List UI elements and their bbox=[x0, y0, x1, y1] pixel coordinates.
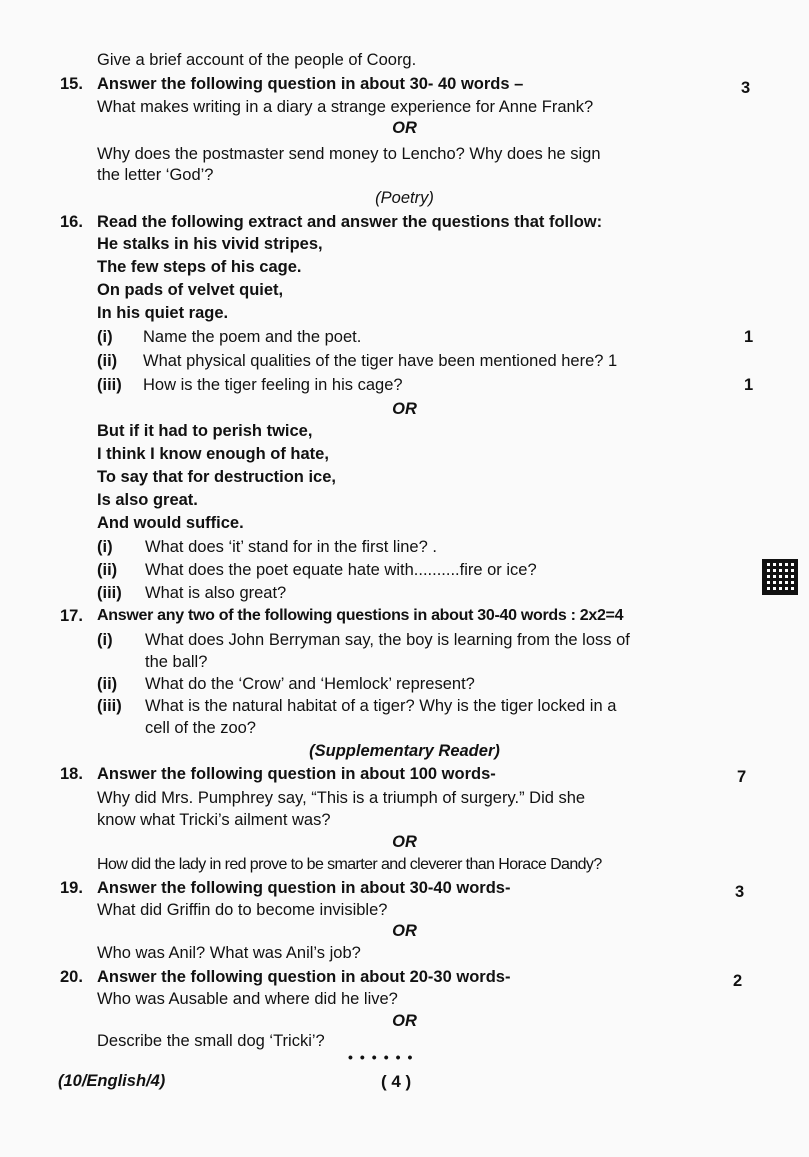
q16-extract1-line-3: On pads of velvet quiet, bbox=[97, 281, 284, 299]
q16-sub2-roman-ii: (ii) bbox=[97, 561, 118, 579]
supplementary-heading: (Supplementary Reader) bbox=[309, 742, 500, 760]
q20-number: 20. bbox=[60, 968, 83, 986]
q16-or: OR bbox=[392, 400, 417, 418]
q15-question-1: What makes writing in a diary a strange experience for Anne Frank? bbox=[97, 98, 594, 116]
q18-question-1a: Why did Mrs. Pumphrey say, “This is a triumph of surgery.” Did she bbox=[97, 789, 586, 807]
q14-tail: Give a brief account of the people of Coorg. bbox=[97, 51, 417, 69]
q16-extract1-line-4: In his quiet rage. bbox=[97, 304, 229, 322]
q16-extract2-line-5: And would suffice. bbox=[97, 514, 244, 532]
q16-sub2-text-i: What does ‘it’ stand for in the first line? . bbox=[145, 538, 437, 556]
q19-number: 19. bbox=[60, 879, 83, 897]
q17-roman-iii: (iii) bbox=[97, 697, 122, 715]
q17-text-i-a: What does John Berryman say, the boy is learning from the loss of bbox=[145, 631, 630, 649]
q19-question-2: Who was Anil? What was Anil’s job? bbox=[97, 944, 361, 962]
q17-roman-ii: (ii) bbox=[97, 675, 118, 693]
q18-marks: 7 bbox=[737, 768, 747, 786]
q16-extract1-line-2: The few steps of his cage. bbox=[97, 258, 302, 276]
q16-sub1-text-ii: What physical qualities of the tiger have been mentioned here? 1 bbox=[143, 352, 618, 370]
q15-marks: 3 bbox=[741, 79, 751, 97]
qr-code-icon bbox=[762, 559, 798, 595]
q15-question-2b: the letter ‘God’? bbox=[97, 166, 214, 184]
q20-question-2: Describe the small dog ‘Tricki’? bbox=[97, 1032, 325, 1050]
q19-or: OR bbox=[392, 922, 417, 940]
q15-or: OR bbox=[392, 119, 417, 137]
q16-extract1-line-1: He stalks in his vivid stripes, bbox=[97, 235, 323, 253]
q18-or: OR bbox=[392, 833, 417, 851]
q16-sub1-roman-ii: (ii) bbox=[97, 352, 118, 370]
q20-marks: 2 bbox=[733, 972, 743, 990]
q16-sub1-roman-iii: (iii) bbox=[97, 376, 122, 394]
q17-text-ii-a: What do the ‘Crow’ and ‘Hemlock’ represent? bbox=[145, 675, 475, 693]
q16-extract2-line-2: I think I know enough of hate, bbox=[97, 445, 329, 463]
q18-question-2: How did the lady in red prove to be smarter and cleverer than Horace Dandy? bbox=[97, 856, 602, 873]
q16-extract2-line-4: Is also great. bbox=[97, 491, 198, 509]
q16-instruction: Read the following extract and answer the questions that follow: bbox=[97, 213, 603, 231]
q18-number: 18. bbox=[60, 765, 83, 783]
q16-sub1-marks-iii: 1 bbox=[744, 376, 754, 394]
q16-sub2-text-ii: What does the poet equate hate with..........fire or ice? bbox=[145, 561, 537, 579]
q16-sub2-roman-i: (i) bbox=[97, 538, 113, 556]
q16-sub2-text-iii: What is also great? bbox=[145, 584, 287, 602]
q16-sub1-text-iii: How is the tiger feeling in his cage? bbox=[143, 376, 403, 394]
q16-extract2-line-3: To say that for destruction ice, bbox=[97, 468, 336, 486]
q19-question-1: What did Griffin do to become invisible? bbox=[97, 901, 388, 919]
q20-instruction: Answer the following question in about 20-30 words- bbox=[97, 968, 511, 986]
q20-or: OR bbox=[392, 1012, 417, 1030]
q17-text-i-b: the ball? bbox=[145, 653, 208, 671]
q17-instruction: Answer any two of the following questions in about 30-40 words : 2x2=4 bbox=[97, 607, 624, 624]
q16-number: 16. bbox=[60, 213, 83, 231]
q15-instruction: Answer the following question in about 30- 40 words – bbox=[97, 75, 524, 93]
q20-question-1: Who was Ausable and where did he live? bbox=[97, 990, 398, 1008]
q17-text-iii-a: What is the natural habitat of a tiger? Why is the tiger locked in a bbox=[145, 697, 617, 715]
q16-sub2-roman-iii: (iii) bbox=[97, 584, 122, 602]
q15-number: 15. bbox=[60, 75, 83, 93]
q18-instruction: Answer the following question in about 100 words- bbox=[97, 765, 496, 783]
end-dots: •••••• bbox=[348, 1049, 420, 1065]
q18-question-1b: know what Tricki’s ailment was? bbox=[97, 811, 331, 829]
q16-sub1-marks-i: 1 bbox=[744, 328, 754, 346]
q17-roman-i: (i) bbox=[97, 631, 113, 649]
footer-page-number: ( 4 ) bbox=[381, 1072, 412, 1091]
footer-paper-code: (10/English/4) bbox=[58, 1072, 166, 1090]
q17-text-iii-b: cell of the zoo? bbox=[145, 719, 256, 737]
q19-instruction: Answer the following question in about 30-40 words- bbox=[97, 879, 511, 897]
q16-extract2-line-1: But if it had to perish twice, bbox=[97, 422, 313, 440]
poetry-heading: (Poetry) bbox=[375, 189, 434, 207]
q19-marks: 3 bbox=[735, 883, 745, 901]
q15-question-2a: Why does the postmaster send money to Lencho? Why does he sign bbox=[97, 145, 601, 163]
q17-number: 17. bbox=[60, 607, 83, 625]
q16-sub1-roman-i: (i) bbox=[97, 328, 113, 346]
q16-sub1-text-i: Name the poem and the poet. bbox=[143, 328, 362, 346]
